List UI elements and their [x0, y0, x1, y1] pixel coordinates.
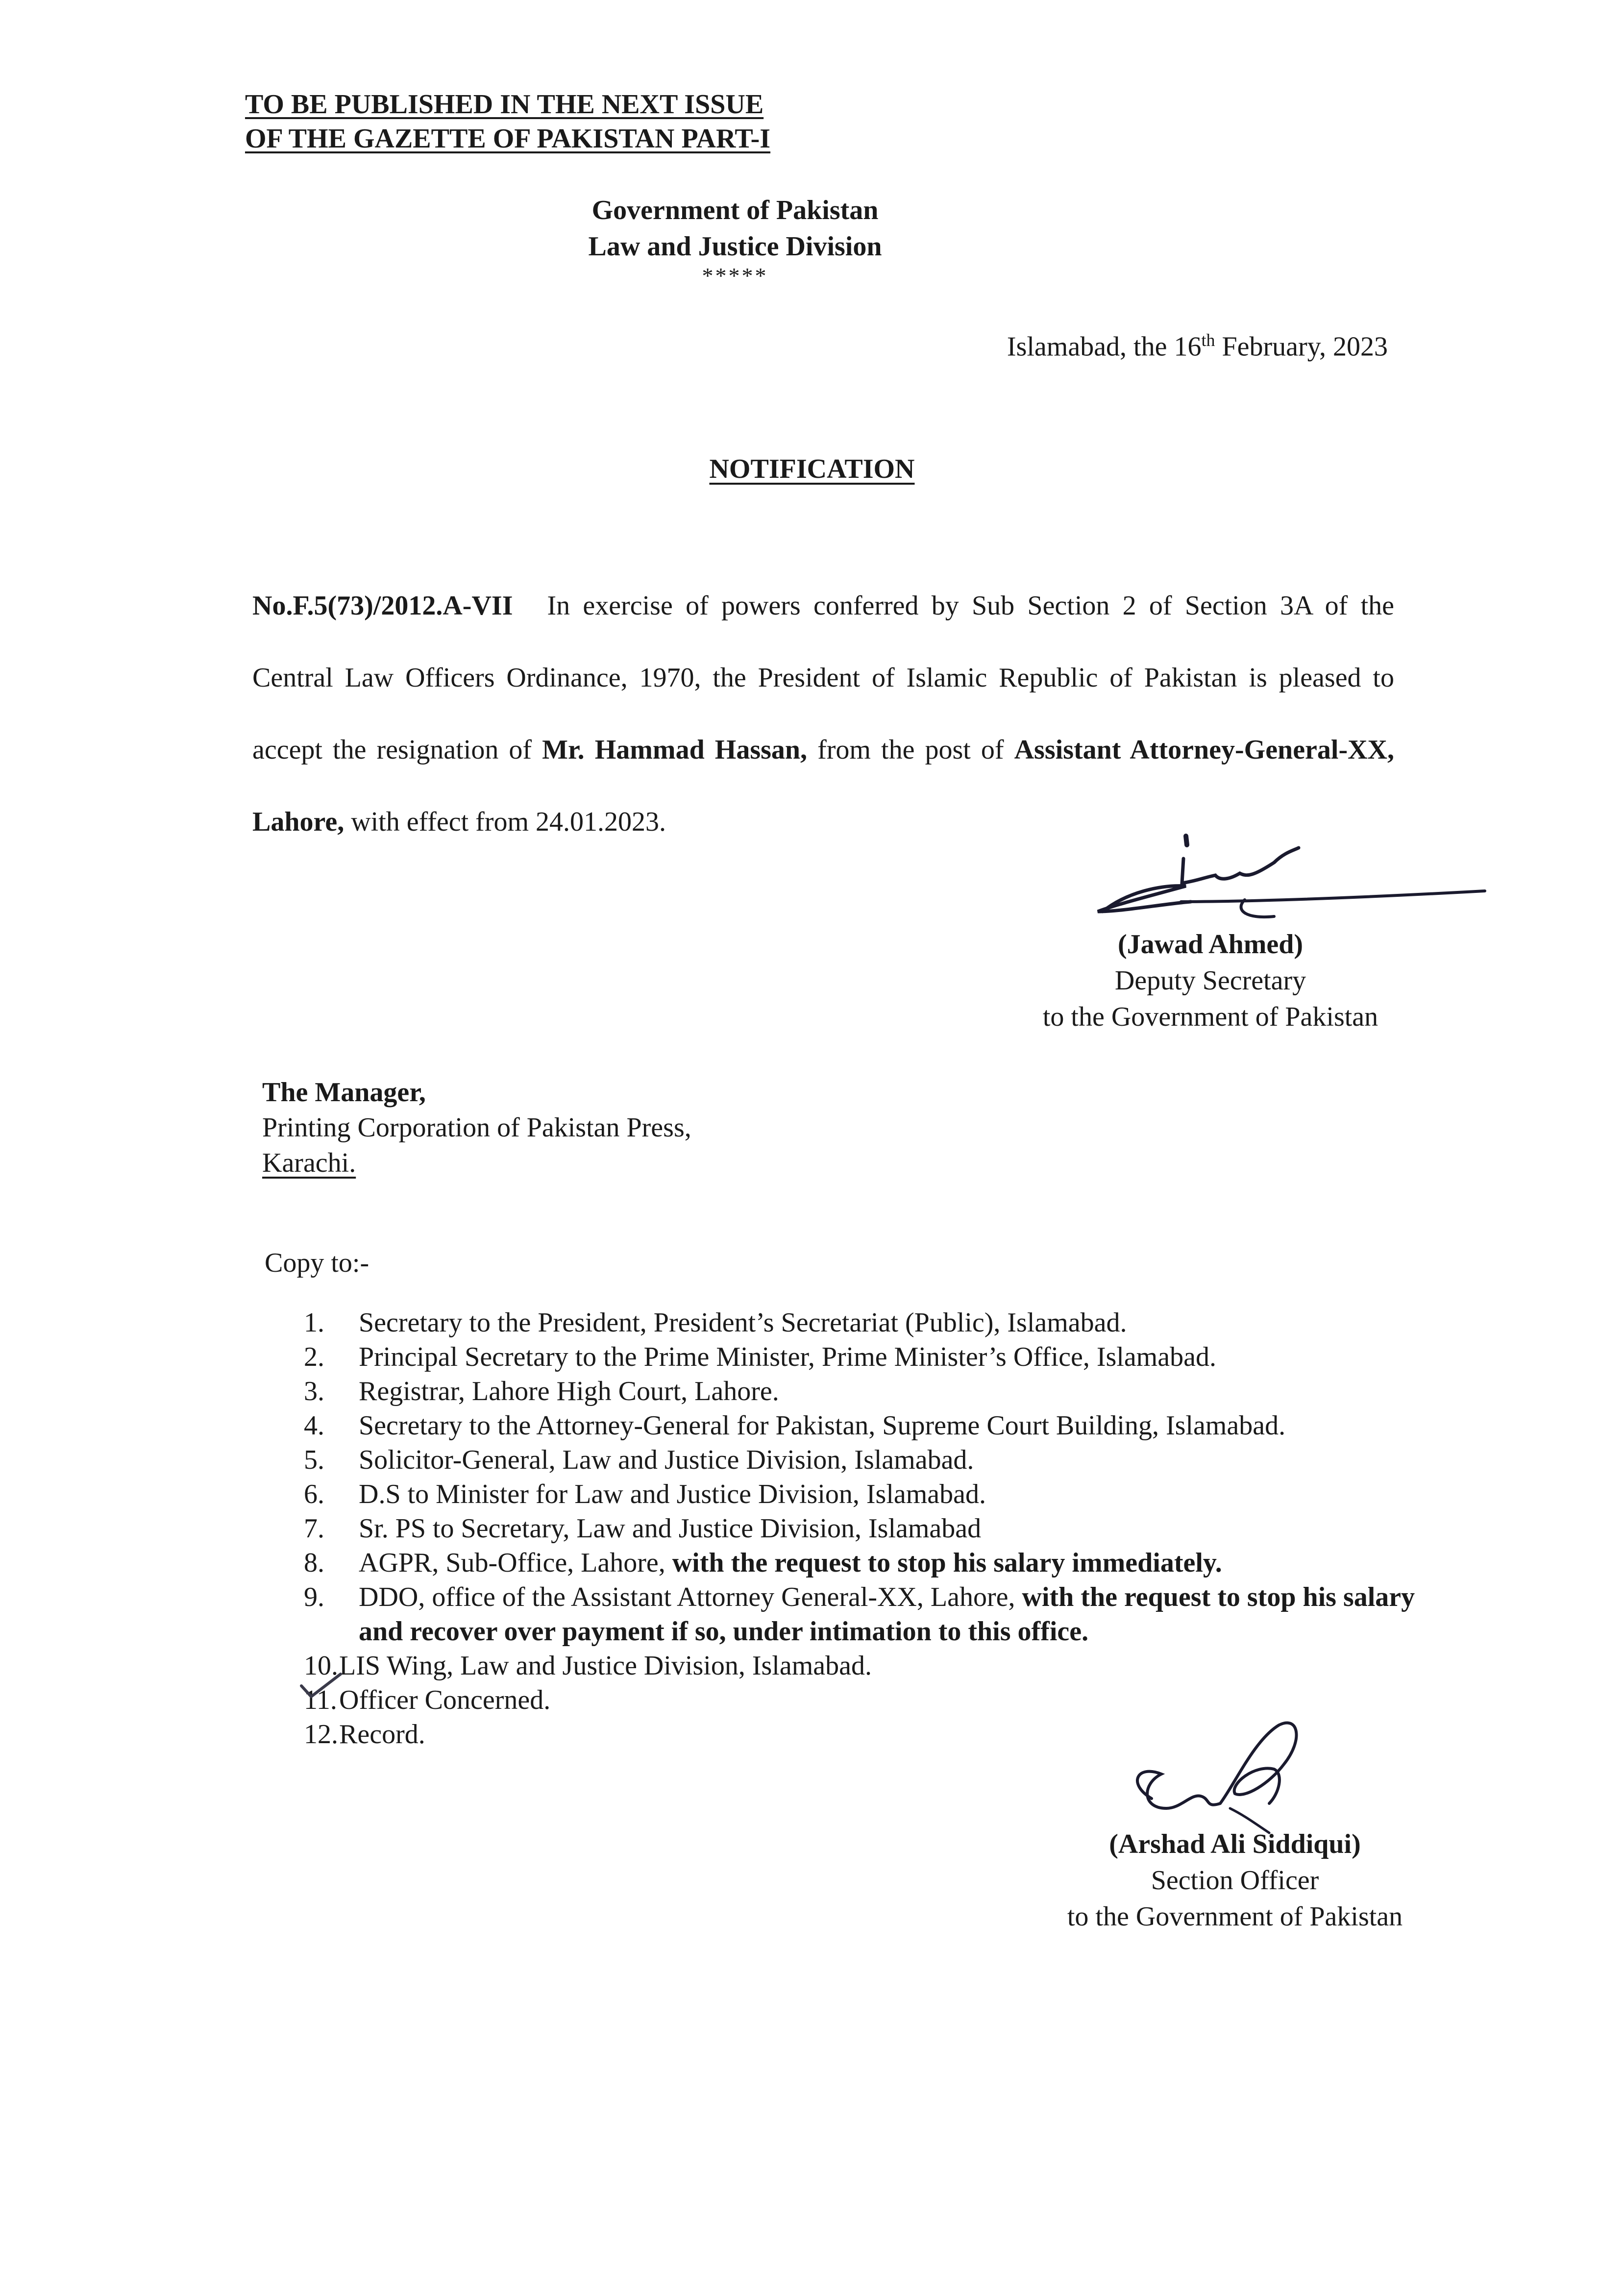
date-line [1007, 330, 1388, 363]
list-item: 2. Principal Secretary to the Prime Minister, Prime Minister’s Office, Islamabad. [304, 1342, 1216, 1372]
body-text-2: from the post of [807, 735, 1014, 765]
signatory-1 [990, 926, 1431, 1035]
date-ordinal: th [1201, 330, 1215, 350]
copy-to-list [304, 1306, 1431, 1751]
stars-separator: ***** [702, 263, 768, 288]
publish-line-1: TO BE PUBLISHED IN THE NEXT ISSUE [245, 89, 764, 120]
signatory-2-name: (Arshad Ali Siddiqui) [1109, 1829, 1361, 1859]
addressee-block [262, 1075, 691, 1181]
tick-mark-icon [299, 1671, 343, 1701]
signatory-1-designation: Deputy Secretary [1114, 965, 1306, 996]
list-item: 12. Record. [304, 1719, 425, 1750]
list-item: 1. Secretary to the President, President’s Secretariat (Public), Islamabad. [304, 1307, 1127, 1338]
gazette-heading [245, 87, 770, 156]
signatory-2 [1039, 1826, 1431, 1935]
date-rest: February, 2023 [1215, 331, 1388, 362]
addressee-title: The Manager, [262, 1077, 426, 1108]
signature-1-graphic [1000, 828, 1490, 926]
person-name: Mr. Hammad Hassan, [542, 735, 808, 765]
list-item: 9. DDO, office of the Assistant Attorney General-XX, Lahore, with the request to stop his salary and recover over payment if so, under intimation to this office. [304, 1582, 1415, 1647]
signatory-1-name: (Jawad Ahmed) [1117, 929, 1304, 960]
signatory-2-org: to the Government of Pakistan [1067, 1901, 1403, 1932]
list-item: 8. AGPR, Sub-Office, Lahore, with the request to stop his salary immediately. [304, 1548, 1222, 1578]
body-text-3: with effect from 24.01.2023. [344, 807, 666, 837]
notification-body [252, 570, 1394, 858]
date-prefix: Islamabad, the 16 [1007, 331, 1202, 362]
list-item: 11. Officer Concerned. [304, 1685, 551, 1715]
notification-title: NOTIFICATION [709, 454, 915, 484]
list-item: 7. Sr. PS to Secretary, Law and Justice Division, Islamabad [304, 1513, 982, 1544]
addressee-line-2: Printing Corporation of Pakistan Press, [262, 1112, 691, 1143]
list-item: 10. LIS Wing, Law and Justice Division, Islamabad. [304, 1651, 872, 1681]
list-item: 5. Solicitor-General, Law and Justice Division, Islamabad. [304, 1445, 974, 1475]
copy-to-label: Copy to:- [265, 1248, 369, 1278]
addressee-city: Karachi. [262, 1148, 356, 1178]
list-item: 4. Secretary to the Attorney-General for Pakistan, Supreme Court Building, Islamabad. [304, 1410, 1286, 1441]
signatory-2-designation: Section Officer [1151, 1865, 1319, 1896]
list-item: 6. D.S to Minister for Law and Justice Division, Islamabad. [304, 1479, 986, 1509]
list-item: 3. Registrar, Lahore High Court, Lahore. [304, 1376, 779, 1406]
government-heading [490, 192, 980, 287]
reference-number: No.F.5(73)/2012.A-VII [252, 591, 513, 621]
body-text-1: In exercise of powers conferred by Sub Section 2 of Section 3A of the Central Law Officers Ordinance, 1970, the President of Islamic Republic of Pakistan is pleased to accept the resignation of [252, 591, 1394, 765]
publish-line-2: OF THE GAZETTE OF PAKISTAN PART-I [245, 123, 771, 154]
division-name: Law and Justice Division [588, 231, 882, 262]
signatory-1-org: to the Government of Pakistan [1042, 1002, 1378, 1032]
government-name: Government of Pakistan [591, 195, 879, 225]
post-name: Assistant Attorney-General-XX, Lahore, [252, 735, 1394, 837]
